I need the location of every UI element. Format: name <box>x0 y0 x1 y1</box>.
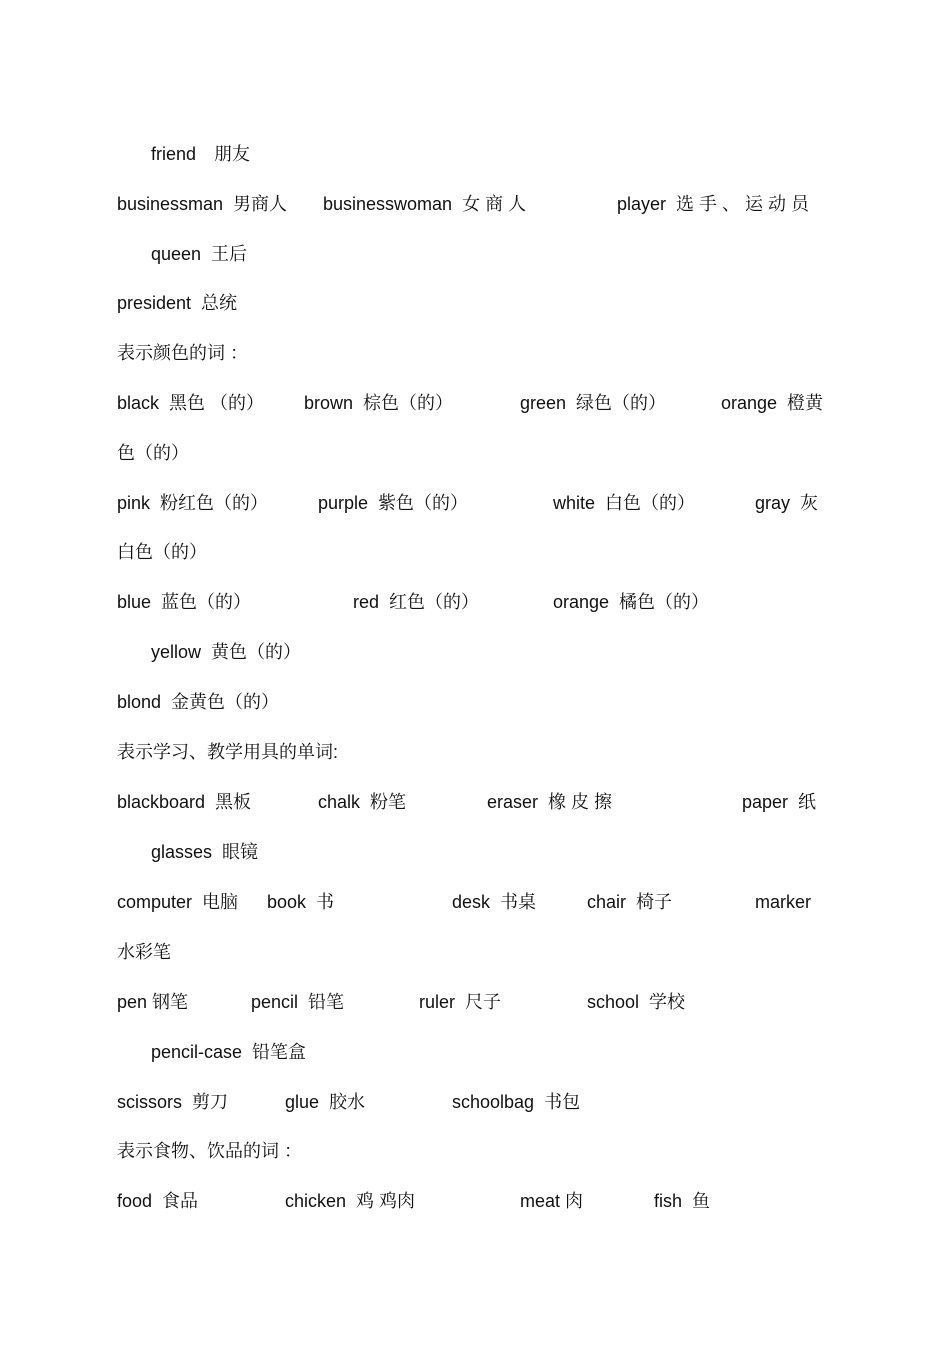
vocab-entry-school: school 学校 <box>587 992 686 1012</box>
vocab-entry-brown: brown 棕色（的） <box>304 393 454 413</box>
vocab-entry-red: red 红色（的） <box>353 592 480 612</box>
vocab-entry-chair: chair 椅子 <box>587 892 673 912</box>
vocab-entry-friend: friend 朋友 <box>151 144 251 164</box>
vocab-entry-black: black 黑色 （的） <box>117 393 265 413</box>
vocab-entry-computer: computer 电脑 <box>117 892 239 912</box>
vocab-entry-orange-tangerine: orange 橘色（的） <box>553 592 710 612</box>
vocab-entry-queen: queen 王后 <box>151 244 248 264</box>
vocab-entry-chalk: chalk 粉笔 <box>318 792 407 812</box>
vocab-entry-blond: blond 金黄色（的） <box>117 692 280 712</box>
vocab-entry-fish: fish 鱼 <box>654 1191 711 1211</box>
vocab-entry-pen: pen 钢笔 <box>117 992 189 1012</box>
vocab-entry-orange-continued: 色（的） <box>117 443 189 463</box>
vocab-entry-chicken: chicken 鸡 鸡肉 <box>285 1191 416 1211</box>
vocab-entry-blue: blue 蓝色（的） <box>117 592 252 612</box>
vocab-entry-ruler: ruler 尺子 <box>419 992 502 1012</box>
vocab-entry-green: green 绿色（的） <box>520 393 667 413</box>
vocab-entry-player: player 选 手 、 运 动 员 <box>617 194 810 214</box>
vocab-entry-pencil: pencil 铅笔 <box>251 992 345 1012</box>
vocab-entry-glue: glue 胶水 <box>285 1092 366 1112</box>
vocab-entry-schoolbag: schoolbag 书包 <box>452 1092 581 1112</box>
vocab-entry-gray: gray 灰 <box>755 493 819 513</box>
vocab-entry-president: president 总统 <box>117 293 238 313</box>
vocab-entry-pencil-case: pencil-case 铅笔盒 <box>151 1042 307 1062</box>
vocab-entry-purple: purple 紫色（的） <box>318 493 469 513</box>
vocab-entry-paper: paper 纸 <box>742 792 817 812</box>
vocab-entry-yellow: yellow 黄色（的） <box>151 642 302 662</box>
vocab-entry-meat: meat 肉 <box>520 1191 584 1211</box>
vocab-entry-glasses: glasses 眼镜 <box>151 842 259 862</box>
section-heading-food-drinks: 表示食物、饮品的词 ： <box>117 1141 302 1161</box>
vocab-entry-book: book 书 <box>267 892 335 912</box>
vocab-entry-orange: orange 橙黄 <box>721 393 824 413</box>
vocab-entry-businesswoman: businesswoman 女 商 人 <box>323 194 527 214</box>
vocab-entry-gray-continued: 白色（的） <box>117 542 207 562</box>
vocab-entry-eraser: eraser 橡 皮 擦 <box>487 792 613 812</box>
vocab-entry-marker: marker <box>755 892 812 912</box>
vocab-entry-food: food 食品 <box>117 1191 199 1211</box>
vocab-entry-scissors: scissors 剪刀 <box>117 1092 229 1112</box>
section-heading-school-supplies: 表示学习、教学用具的单词: <box>117 742 338 762</box>
vocab-entry-marker-continued: 水彩笔 <box>117 942 171 962</box>
section-heading-colors: 表示颜色的词 ： <box>117 343 249 363</box>
vocab-entry-blackboard: blackboard 黑板 <box>117 792 252 812</box>
vocab-entry-desk: desk 书桌 <box>452 892 537 912</box>
vocab-entry-businessman: businessman 男商人 <box>117 194 288 214</box>
vocab-entry-white: white 白色（的） <box>553 493 696 513</box>
vocab-entry-pink: pink 粉红色（的） <box>117 493 269 513</box>
